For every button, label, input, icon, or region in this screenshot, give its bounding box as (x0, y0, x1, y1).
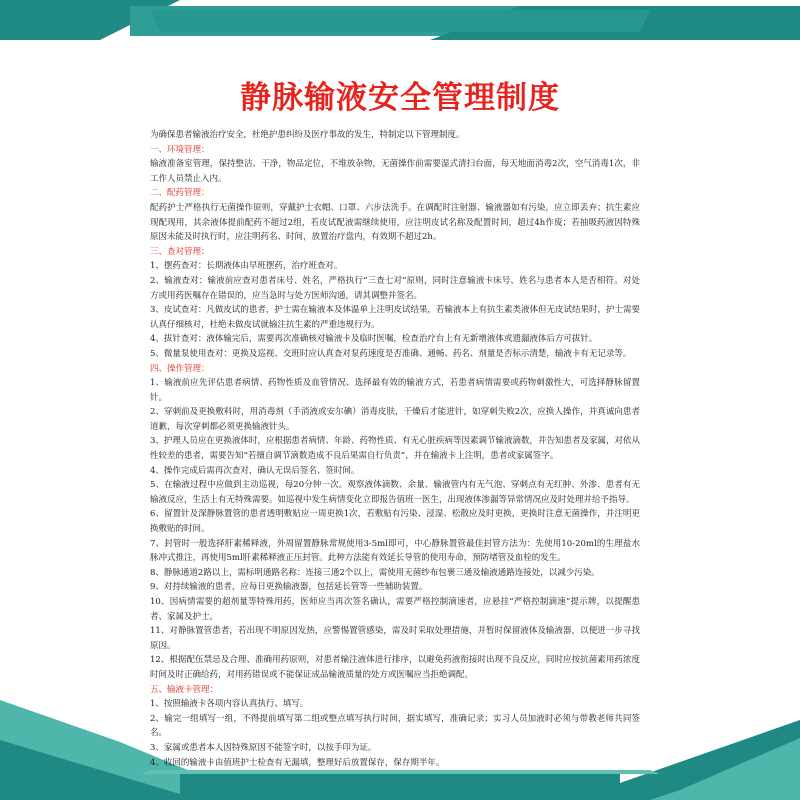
section-paragraph: 9、对持续输液的患者，应每日更换输液器，包括延长管等一些辅助装置。 (150, 582, 428, 593)
section-operation (150, 362, 640, 683)
section-heading: 四、操作管理： (150, 363, 210, 374)
section-dispensing (150, 186, 640, 244)
top-inner-stripe (150, 10, 650, 32)
intro-paragraph: 为确保患者输液治疗安全，杜绝护患纠纷及医疗事故的发生，特制定以下管理制度。 (150, 130, 465, 140)
document-body (150, 128, 640, 770)
section-paragraph: 8、静脉通道2路以上，需标明通路名称：连接三通2个以上，需使用无菌纱布包裹三通及输液通路连接处，以减少污染。 (150, 567, 600, 578)
section-paragraph: 配药护士严格执行无菌操作原则，穿戴护士衣帽、口罩、六步法洗手。在调配时注射器、输液器如有污染，应立即丢弃；抗生素应现配现用，其余液体提前配药不超过2组，若皮试配液需继续使用，应注明皮试名称及配置时间，超过4h作废；若抽吸药液因特殊原因未能及时执行时，应注明药名、时间，放置治疗盘内，有效期不超过2h。 (150, 202, 640, 243)
section-heading: 五、输液卡管理： (150, 684, 219, 695)
section-paragraph: 3、皮试查对：凡做皮试的患者，护士需在输液本及体温单上注明皮试结果，若输液本上有抗生素类液体但无皮试结果时，护士需要认真仔细核对，杜绝未做皮试就输注抗生素的严重违规行为。 (150, 305, 640, 330)
section-paragraph: 2、输液查对：输液前应查对患者床号、姓名，严格执行“三查七对”原则，同时注意输液卡床号、姓名与患者本人是否相符。对处方或用药医嘱存在错误的，应当急时与处方医师沟通，请其调整并签名。 (150, 275, 640, 301)
section-paragraph: 6、留置针及深静脉置管的患者透明敷贴应一周更换1次，若敷贴有污染、浸湿、松散应及时更换，更换时注意无菌操作，并注明更换敷贴的时间。 (150, 509, 640, 535)
section-paragraph: 3、家属或患者本人因特殊原因不能签字时，以按手印为证。 (150, 742, 377, 753)
section-paragraph: 7、封管时一般选择肝素稀释液，外周留置静脉常规使用3-5ml即可，中心静脉置管最佳封管方法为：先使用10-20ml的生理盐水脉冲式推注，再使用5ml肝素稀释液正压封管。此种方法能有效延长导管的使用寿命，预防堵管及血栓的发生。 (150, 538, 640, 564)
bottom-band (180, 770, 620, 800)
section-paragraph: 5、微量泵使用查对：更换及巡视、交班时应认真查对泵药速度是否准确、通畅、药名、剂量是否标示清楚，输液卡有无记录等。 (150, 348, 632, 359)
section-paragraph: 4、拔针查对：液体输完后，需要再次准确核对输液卡及临时医嘱，检查治疗台上有无新增液体或遗漏液体后方可拔针。 (150, 334, 598, 345)
bottom-band-highlight (140, 770, 660, 774)
section-heading: 二、配药管理： (150, 188, 210, 199)
section-paragraph: 2、穿刺前及更换敷料时，用消毒剂（手消液或安尔碘）消毒皮肤，干燥后才能进针，如穿刺失败2次，应换人操作，并真诚向患者道歉，每次穿刺都必须更换输液针头。 (150, 407, 640, 432)
section-paragraph: 11、对静脉置管患者，若出现不明原因发热，应警惕置管感染，需及时采取处理措施，并暂时保留液体及输液器，以便进一步寻找原因。 (150, 626, 640, 651)
section-heading: 三、查对管理： (150, 246, 210, 257)
section-environment (150, 143, 640, 187)
section-infusion-card (150, 683, 640, 771)
section-paragraph: 5、在输液过程中应做到主动巡视，每20分钟一次。观察液体滴数、余量、输液管内有无气泡、穿刺点有无红肿、外渗、患者有无输液反应，生活上有无特殊需要。如巡视中发生病情变化立即报告值班一医生，出现液体渗漏等异常情况应及时处理并给予指导。 (150, 480, 640, 505)
section-paragraph: 输液准备室管理，保持整洁、干净，物品定位，不堆放杂物，无菌操作前需要湿式清扫台面，每天地面消毒2次，空气消毒1次，非工作人员禁止入内。 (150, 159, 640, 184)
section-paragraph: 1、摆药查对：长期液体由早班摆药，治疗班查对。 (150, 261, 343, 272)
section-paragraph: 4、操作完成后需再次查对，确认无误后签名、签时间。 (150, 465, 360, 476)
section-paragraph: 10、因病情需要的超剂量等特殊用药，医师应当再次签名确认，需要严格控制滴速者，应悬挂“严格控制滴速”提示牌，以提醒患者、家属及护士。 (150, 597, 640, 622)
section-paragraph: 4、收回的输液卡由值班护士检查有无漏填，整理好后放置保存，保存期半年。 (150, 757, 445, 768)
section-paragraph: 3、护理人员应在更换液体时，应根据患者病情、年龄、药物性质、有无心脏疾病等因素调节输液滴数，并告知患者及家属，对依从性较差的患者，需要告知“若擅自调节滴数造成不良后果需自行负责”，并在输液卡上注明，患者或家属签字。 (150, 436, 640, 462)
section-paragraph: 2、输完一组填写一组，不得提前填写第二组或整点填写执行时间，据实填写，准确记录；实习人员加液时必须与带教老师共同签名。 (150, 713, 640, 739)
section-paragraph: 1、按照输液卡各项内容认真执行、填写。 (150, 699, 309, 710)
section-paragraph: 1、输液前应先评估患者病情、药物性质及血管情况、选择最有效的输液方式，若患者病情需要或药物刺激性大，可选择静脉留置针。 (150, 378, 640, 403)
page-title: 静脉输液安全管理制度 (240, 80, 560, 116)
section-verification (150, 245, 640, 362)
section-heading: 一、环境管理： (150, 144, 210, 155)
section-paragraph: 12、根据配伍禁忌及合理、准确用药原则，对患者输注液体进行排序，以避免药液衔接时出现不良反应，同时应按抗菌素用药浓度时间及时正确给药，对用药错误或不能保证成品输液质量的处方或医嘱应当拒绝调配。 (150, 655, 640, 680)
